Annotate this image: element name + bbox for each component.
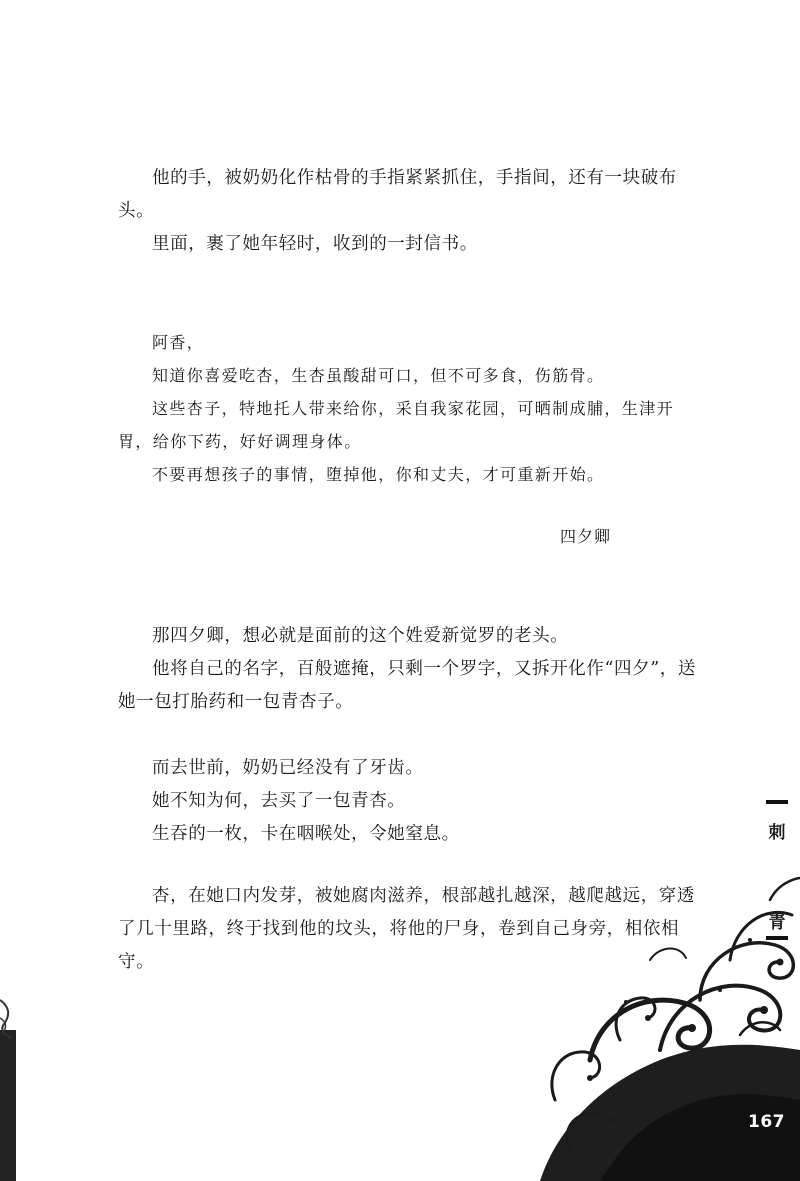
- paragraph-7: 生吞的一枚，卡在咽喉处，令她窒息。: [152, 824, 460, 844]
- title-bar-bottom: [766, 936, 788, 940]
- paragraph-4: 他将自己的名字，百般遮掩，只剩一个罗字，又拆开化作“四夕”，送她一包打胎药和一包青杏子。: [118, 659, 696, 712]
- letter-salutation: 阿香，: [152, 333, 205, 352]
- paragraph-6: 她不知为何，去买了一包青杏。: [152, 791, 406, 811]
- letter-line-3: 不要再想孩子的事情，堕掉他，你和丈夫，才可重新开始。: [152, 465, 605, 484]
- running-title-bottom: 青: [768, 913, 786, 933]
- letter-line-2: 这些杏子，特地托人带来给你，采自我家花园，可晒制成脯，生津开胃，给你下药，好好调理身体。: [118, 399, 675, 451]
- running-title-top: 刺: [768, 823, 786, 843]
- letter-line-1: 知道你喜爱吃杏，生杏虽酸甜可口，但不可多食，伤筋骨。: [152, 366, 605, 385]
- running-title: [762, 800, 792, 940]
- letter-signature: 四夕卿: [560, 527, 612, 546]
- paragraph-2: 里面，裹了她年轻时，收到的一封信书。: [152, 234, 478, 254]
- paragraph-5: 而去世前，奶奶已经没有了牙齿。: [152, 758, 424, 778]
- paragraph-1: 他的手，被奶奶化作枯骨的手指紧紧抓住，手指间，还有一块破布头。: [118, 168, 677, 221]
- paragraph-3: 那四夕卿，想必就是面前的这个姓爱新觉罗的老头。: [152, 626, 569, 646]
- paragraph-8: 杏，在她口内发芽，被她腐肉滋养，根部越扎越深，越爬越远，穿透了几十里路，终于找到他的坟头，将他的尸身，卷到自己身旁，相依相守。: [118, 886, 695, 972]
- page-number: 167: [748, 1112, 785, 1132]
- title-bar-top: [766, 800, 788, 804]
